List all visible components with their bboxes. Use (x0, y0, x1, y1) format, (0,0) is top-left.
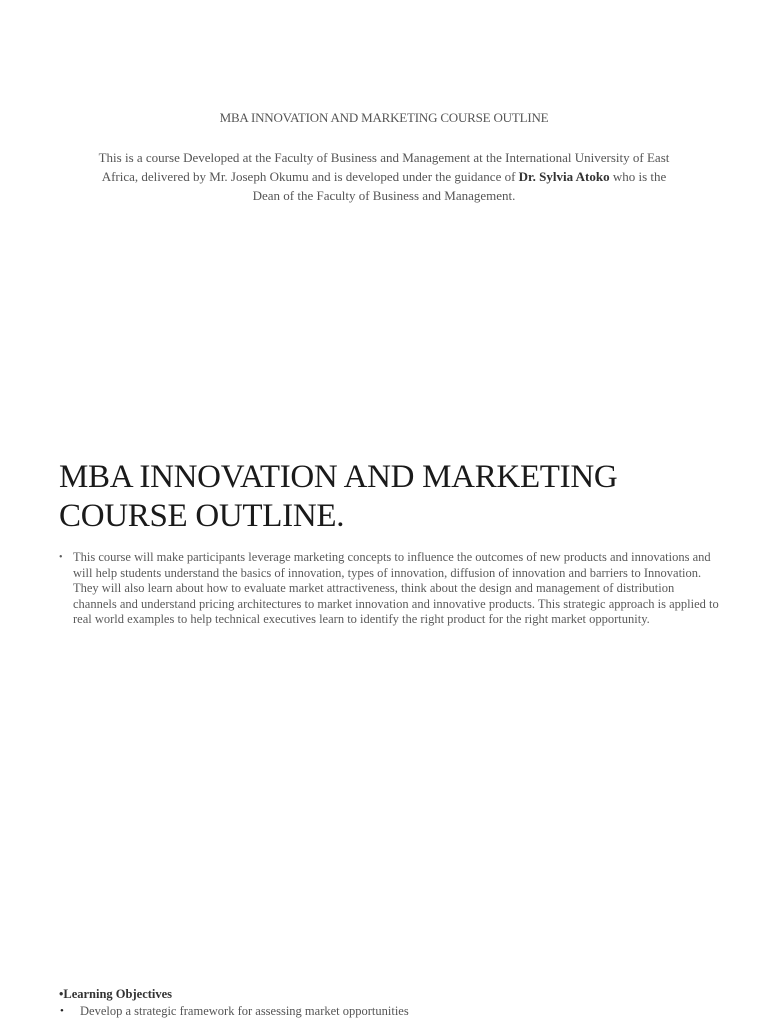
outline-bullet-list (59, 550, 719, 628)
learning-objectives-section (59, 986, 719, 1020)
intro-text-end: who is the Dean of the Faculty of Business and Management. (252, 169, 667, 203)
intro-text: This is a course Developed at the Faculty of Business and Management at the International University of East Africa, delivered by Mr. Joseph Okumu and is developed under the guidance of (98, 150, 670, 184)
list-item (59, 550, 719, 628)
learning-objectives-heading: •Learning Objectives (59, 987, 173, 1001)
bullet-text: This course will make participants leverage marketing concepts to influence the outcomes of new products and innovations and will help students understand the basics of innovation, types of innovation, diffusion of innovation and barriers to Innovation. They will also learn about how to evaluate market attractiveness, think about the design and management of distribution channels and understand pricing architectures to market innovation and innovative products. This strategic approach is applied to real world examples to help technical executives learn to identify the right product for the right market opportunity. (73, 550, 719, 627)
learning-objectives-list (59, 1003, 719, 1020)
dean-name: Dr. Sylvia Atoko (518, 169, 610, 184)
cover-intro (98, 148, 670, 205)
list-item (59, 1003, 719, 1020)
bullet-icon: • (59, 552, 63, 563)
objective-text: Develop a strategic framework for assessing market opportunities (80, 1004, 409, 1018)
cover-title: MBA INNOVATION AND MARKETING COURSE OUTLINE (219, 110, 549, 125)
bullet-icon: • (60, 1005, 64, 1017)
outline-heading: MBA INNOVATION AND MARKETING COURSE OUTLINE. (59, 459, 618, 534)
